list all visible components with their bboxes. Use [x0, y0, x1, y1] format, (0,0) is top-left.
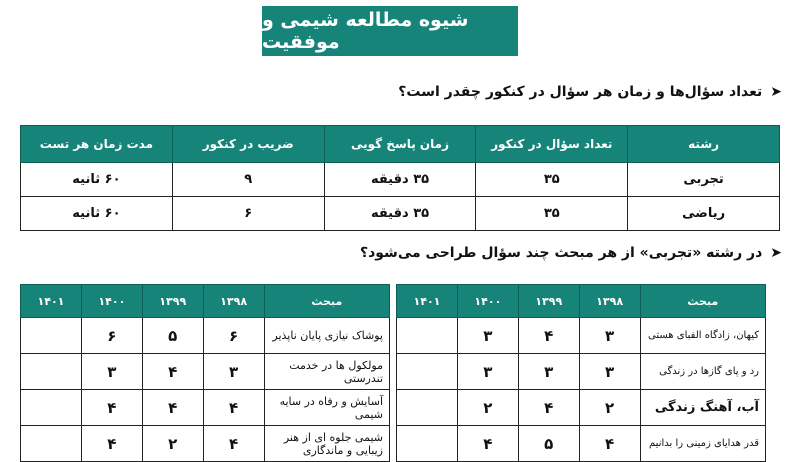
table-cell: ۶۰ ثانیه — [21, 197, 173, 231]
table-cell: ۴ — [81, 390, 142, 426]
column-header: مدت زمان هر تست — [21, 126, 173, 163]
column-header: ۱۴۰۱ — [21, 285, 82, 318]
column-header: ۱۴۰۰ — [457, 285, 518, 318]
page-title: شیوه مطالعه شیمی و موفقیت — [262, 6, 518, 56]
table-cell: ۴ — [81, 426, 142, 462]
table-cell: ۳ — [579, 354, 640, 390]
table-cell: ۳ — [579, 318, 640, 354]
column-header: ۱۳۹۹ — [142, 285, 203, 318]
table-row — [21, 354, 390, 390]
table-cell: ۳ — [457, 318, 518, 354]
table-cell: ۳ — [203, 354, 264, 390]
table-row — [21, 163, 780, 197]
question-2-text: در رشته «تجربی» از هر مبحث چند سؤال طراحی می‌شود؟ — [359, 245, 763, 261]
table-cell: ۳ — [81, 354, 142, 390]
table-cell: ۴ — [142, 390, 203, 426]
column-header: ۱۳۹۹ — [518, 285, 579, 318]
table-cell: ۵ — [518, 426, 579, 462]
topic-cell: آب، آهنگ زندگی — [640, 390, 765, 426]
table-cell: ۳ — [457, 354, 518, 390]
table-cell — [21, 318, 82, 354]
table-cell — [21, 354, 82, 390]
column-header: ۱۳۹۸ — [579, 285, 640, 318]
table-row — [21, 197, 780, 231]
question-1 — [398, 84, 782, 100]
table-cell: ۶۰ ثانیه — [21, 163, 173, 197]
table-cell — [397, 426, 458, 462]
column-header: مبحث — [640, 285, 765, 318]
table-row — [397, 426, 766, 462]
table-cell: ۲ — [457, 390, 518, 426]
table-header-row — [397, 285, 766, 318]
question-2 — [360, 245, 782, 261]
table-cell: ۳۵ دقیقه — [324, 163, 476, 197]
table-cell: ۴ — [203, 390, 264, 426]
table-row — [397, 354, 766, 390]
column-header: ۱۴۰۰ — [81, 285, 142, 318]
column-header: ۱۴۰۱ — [397, 285, 458, 318]
topics-table-right — [396, 284, 766, 462]
topic-cell: پوشاک نیازی پایان ناپذیر — [264, 318, 389, 354]
topic-cell: قدر هدایای زمینی را بدانیم — [640, 426, 765, 462]
table-cell: ۶ — [81, 318, 142, 354]
topic-cell: رد و پای گازها در زندگی — [640, 354, 765, 390]
table-cell: ۲ — [142, 426, 203, 462]
table-cell — [397, 318, 458, 354]
arrow-icon: ➤ — [770, 84, 782, 100]
table-cell: تجربی — [628, 163, 780, 197]
table-cell: ۴ — [579, 426, 640, 462]
table-cell: ۴ — [457, 426, 518, 462]
exam-info-table — [20, 125, 780, 231]
table-cell: ۳۵ دقیقه — [324, 197, 476, 231]
table-cell — [21, 426, 82, 462]
table-cell: ۴ — [142, 354, 203, 390]
topic-cell: مولکول ها در خدمت تندرستی — [264, 354, 389, 390]
table-header-row — [21, 126, 780, 163]
column-header: زمان پاسخ گویی — [324, 126, 476, 163]
table-cell: ۵ — [142, 318, 203, 354]
table-row — [21, 318, 390, 354]
table-cell — [21, 390, 82, 426]
column-header: تعداد سؤال در کنکور — [476, 126, 628, 163]
table-row — [397, 318, 766, 354]
column-header: مبحث — [264, 285, 389, 318]
arrow-icon: ➤ — [770, 245, 782, 261]
topic-cell: شیمی جلوه ای از هنر زیبایی و ماندگاری — [264, 426, 389, 462]
table-cell: ۳۵ — [476, 163, 628, 197]
table-row — [21, 426, 390, 462]
table-cell: ۴ — [518, 318, 579, 354]
table-cell: ۲ — [579, 390, 640, 426]
table-cell: ۶ — [203, 318, 264, 354]
table-cell: ۹ — [172, 163, 324, 197]
table-row — [21, 390, 390, 426]
table-cell — [397, 354, 458, 390]
column-header: ضریب در کنکور — [172, 126, 324, 163]
column-header: ۱۳۹۸ — [203, 285, 264, 318]
column-header: رشته — [628, 126, 780, 163]
table-cell — [397, 390, 458, 426]
table-cell: ریاضی — [628, 197, 780, 231]
topic-cell: کیهان، زادگاه الفبای هستی — [640, 318, 765, 354]
topics-table-left — [20, 284, 390, 462]
question-1-text: تعداد سؤال‌ها و زمان هر سؤال در کنکور چقدر است؟ — [398, 84, 763, 100]
topic-cell: آسایش و رفاه در سایه شیمی — [264, 390, 389, 426]
table-cell: ۴ — [518, 390, 579, 426]
table-cell: ۳۵ — [476, 197, 628, 231]
table-row — [397, 390, 766, 426]
table-header-row — [21, 285, 390, 318]
table-cell: ۴ — [203, 426, 264, 462]
table-cell: ۳ — [518, 354, 579, 390]
table-cell: ۶ — [172, 197, 324, 231]
